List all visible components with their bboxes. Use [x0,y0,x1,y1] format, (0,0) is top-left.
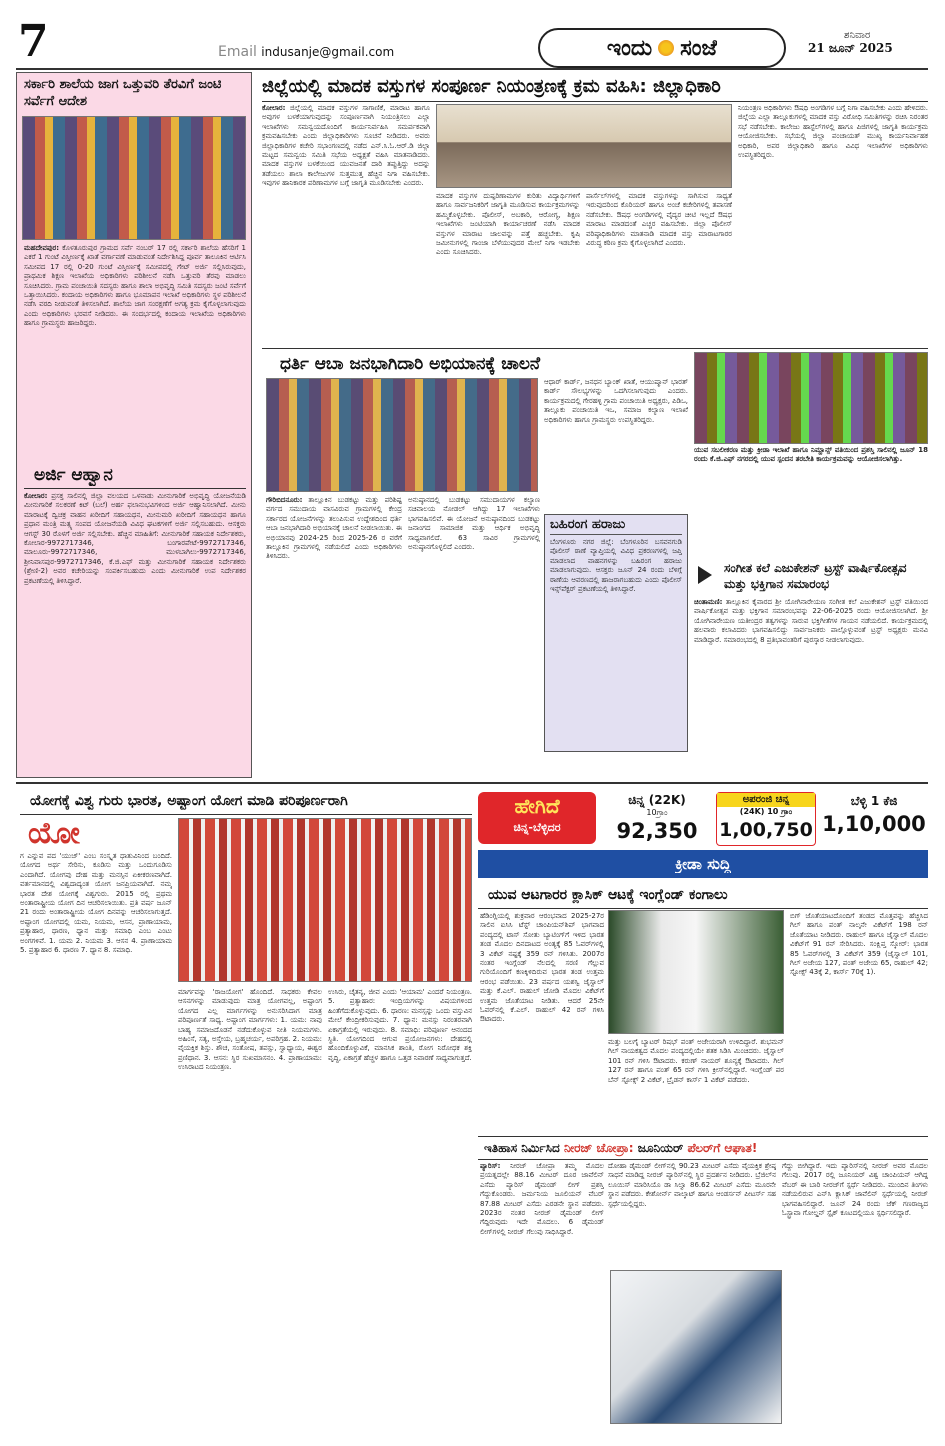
lead-dateline: ಕೋಲಾರ: [262,104,286,112]
sangeeta-headline: ಸಂಗೀತ ಕಲೆ ಎಜುಕೇಶನ್ ಟ್ರಸ್ಟ್ ವಾರ್ಷಿಕೋತ್ಸವ ಮತ್ತು ಭಕ್ತಿಗಾನ ಸಮಾರಂಭ [724,561,907,591]
arji-body [24,492,246,774]
logo-right-text: ಸಂಜೆ [680,35,718,61]
sports-story2-col-1 [480,1162,604,1424]
left-story-body [24,244,246,462]
logo-sun-icon [658,40,674,56]
sangeeta-arrow-icon [698,566,712,584]
silver-card [822,792,926,846]
lead-col-3: ಪಾರ್ಸೆಲ್‌ಗಳಲ್ಲಿ ಮಾದಕ ವಸ್ತುಗಳನ್ನು ಸಾಗಿಸುವ ಸಾಧ್ಯತೆ ಇರುವುದರಿಂದ ಕೊರಿಯರ್ ಹಾಗೂ ಅಂಚೆ ಕಚೇರಿಗಳಲ್ಲಿ ತಪಾಸಣೆ ನಡೆಸಬೇಕು. ಔಷಧ ಅಂಗಡಿಗಳಲ್ಲಿ ವೈದ್ಯರ ಚೀಟಿ ಇಲ್ಲದೆ ಔಷಧ ಮಾರಾಟ ಮಾಡದಂತೆ ಎಚ್ಚರ ವಹಿಸಬೇಕು. ಜಿಲ್ಲಾ ಪೊಲೀಸ್ ವರಿಷ್ಠಾಧಿಕಾರಿಗಳು ಮಾತನಾಡಿ ಮಾದಕ ವಸ್ತು ಮಾರಾಟಗಾರರ ವಿರುದ್ಧ ಕಠಿಣ ಕ್ರಮ ಕೈಗೊಳ್ಳಲಾಗಿದೆ ಎಂದರು. [586,192,732,248]
lead-col-4: ನಿಯಂತ್ರಣ ಅಧಿಕಾರಿಗಳು ಔಷಧಿ ಅಂಗಡಿಗಳ ಬಗ್ಗೆ ನಿಗಾ ವಹಿಸಬೇಕು ಎಂದು ಹೇಳಿದರು. ಜಿಲ್ಲೆಯ ಎಲ್ಲಾ ತಾಲ್ಲೂಕುಗಳಲ್ಲಿ ಮಾದಕ ವಸ್ತು ವಿರೋಧಿ ಸಮಿತಿಗಳನ್ನು ರಚಿಸಿ ನಿರಂತರ ಸಭೆ ನಡೆಸಬೇಕು. ಕಾಲೇಜು ಹಾಸ್ಟೆಲ್‌ಗಳಲ್ಲಿ ಹಾಗೂ ಪಿಜಿಗಳಲ್ಲಿ ಜಾಗೃತಿ ಕಾರ್ಯಕ್ರಮ ಆಯೋಜಿಸಬೇಕು. ಸಭೆಯಲ್ಲಿ ಜಿಲ್ಲಾ ಪಂಚಾಯತ್ ಮುಖ್ಯ ಕಾರ್ಯನಿರ್ವಾಹಕ ಅಧಿಕಾರಿ, ಅಪರ ಜಿಲ್ಲಾಧಿಕಾರಿ ಹಾಗೂ ವಿವಿಧ ಇಲಾಖೆಗಳ ಅಧಿಕಾರಿಗಳು ಉಪಸ್ಥಿತರಿದ್ದರು. [738,104,928,160]
yoga-col-1: ಗ ಎನ್ನುವ ಪದ 'ಯುಜ್' ಎಂಬ ಸಂಸ್ಕೃತ ಧಾತುವಿನಿಂದ ಬಂದಿದೆ. ಯೋಗದ ಅರ್ಥ ಸೇರಿಸು, ಕೂಡಿಸು ಮತ್ತು ಒಂದುಗೂಡಿಸು ಎಂದಾಗಿದೆ. ಯೋಗವು ದೇಹ ಮತ್ತು ಮನಸ್ಸಿನ ಏಕೀಕರಣವಾಗಿದೆ. ವರ್ತಮಾನದಲ್ಲಿ ವಿಶ್ವದಾದ್ಯಂತ ಯೋಗ ಜನಪ್ರಿಯವಾಗಿದೆ. ನಮ್ಮ ಭಾರತ ದೇಶ ಯೋಗಕ್ಕೆ ವಿಶ್ವಗುರು. 2015 ರಲ್ಲಿ ಪ್ರಥಮ ಅಂತಾರಾಷ್ಟ್ರೀಯ ಯೋಗ ದಿನ ಆಚರಿಸಲಾಯಿತು. ಪ್ರತಿ ವರ್ಷ ಜೂನ್ 21 ರಂದು ಅಂತಾರಾಷ್ಟ್ರೀಯ ಯೋಗ ದಿನವನ್ನು ಆಚರಿಸಲಾಗುತ್ತದೆ. ಅಷ್ಟಾಂಗ ಯೋಗದಲ್ಲಿ ಯಮ, ನಿಯಮ, ಆಸನ, ಪ್ರಾಣಾಯಾಮ, ಪ್ರತ್ಯಾಹಾರ, ಧಾರಣ, ಧ್ಯಾನ ಮತ್ತು ಸಮಾಧಿ ಎಂಬ ಎಂಟು ಅಂಗಗಳಿವೆ. 1. ಯಮ 2. ನಿಯಮ 3. ಆಸನ 4. ಪ್ರಾಣಾಯಾಮ 5. ಪ್ರತ್ಯಾಹಾರ 6. ಧಾರಣ 7. ಧ್ಯಾನ 8. ಸಮಾಧಿ. [20,852,172,955]
arji-headline: ಅರ್ಜಿ ಆಹ್ವಾನ [34,465,113,485]
story2-col-1-text: ನೀರಜ್ ಚೋಪ್ರಾ ತಮ್ಮ ಮೊದಲ ಪ್ರಯತ್ನದಲ್ಲೇ 88.16 ಮೀಟರ್ ದೂರ ಜಾವೆಲಿನ್ ಎಸೆದು ಪ್ಯಾರಿಸ್ ಡೈಮಂಡ್ ಲೀಗ್ ಪ್ರಶಸ್ತಿ ಗೆದ್ದುಕೊಂಡರು. ಜರ್ಮನಿಯ ಜೂಲಿಯನ್ ವೆಬರ್ 87.88 ಮೀಟರ್ ಎಸೆದು ಎರಡನೇ ಸ್ಥಾನ ಪಡೆದರು. 2023ರ ನಂತರ ನೀರಜ್ ಡೈಮಂಡ್ ಲೀಗ್ ಗೆದ್ದಿರುವುದು ಇದೇ ಮೊದಲು. 6 ಡೈಮಂಡ್ ಲೀಗ್‌ಗಳಲ್ಲಿ ನೀರಜ್ ಗೆಲುವು ಸಾಧಿಸಿದ್ದಾರೆ. [480,1162,604,1236]
arji-text: ಪ್ರಸಕ್ತ ಸಾಲಿನಲ್ಲಿ ಜಿಲ್ಲಾ ವಲಯದ ಒಳನಾಡು ಮೀನುಗಾರಿಕೆ ಅಭಿವೃದ್ಧಿ ಯೋಜನೆಯಡಿ ಮೀನುಗಾರಿಕೆ ಸಲಕರಣೆ ಕಿಟ್ (ಬಲೆ) ಅರ್ಹ ಫಲಾನುಭವಿಗಳಿಂದ ಅರ್ಜಿ ಆಹ್ವಾನಿಸಲಾಗಿದೆ. ಮೀನು ಮಾರಾಟಕ್ಕೆ ದ್ವಿಚಕ್ರ ವಾಹನ ಖರೀದಿಗೆ ಸಹಾಯಧನ, ಮೀನುಮರಿ ಖರೀದಿಗೆ ಸಹಾಯಧನ ಹಾಗೂ ಪ್ರಧಾನ ಮಂತ್ರಿ ಮತ್ಸ್ಯ ಸಂಪದ ಯೋಜನೆಯಡಿ ವಿವಿಧ ಘಟಕಗಳಿಗೆ ಅರ್ಜಿ ಸಲ್ಲಿಸಬಹುದು. ಆಸಕ್ತರು ಆಗಸ್ಟ್ 30 ರೊಳಗೆ ಅರ್ಜಿ ಸಲ್ಲಿಸಬೇಕು. ಹೆಚ್ಚಿನ ಮಾಹಿತಿಗೆ: ಮೀನುಗಾರಿಕೆ ಸಹಾಯಕ ನಿರ್ದೇಶಕರು, ಕೋಲಾರ-9972717346, ಬಂಗಾರಪೇಟೆ-9972717346, ಮಾಲೂರು-9972717346, ಮುಳಬಾಗಿಲು-9972717346, ಶ್ರೀನಿವಾಸಪುರ-9972717346, ಕೆ.ಜಿ.ಎಫ್ ಮತ್ತು ಮೀನುಗಾರಿಕೆ ಸಹಾಯಕ ನಿರ್ದೇಶಕರು (ಶ್ರೇಣಿ-2) ಅವರ ಕಚೇರಿಯನ್ನು ಸಂಪರ್ಕಿಸಬಹುದು ಎಂದು ಮೀನುಗಾರಿಕೆ ಉಪ ನಿರ್ದೇಶಕರ ಪ್ರಕಟಣೆಯಲ್ಲಿ ತಿಳಿಸಿದ್ದಾರೆ. [24,492,246,585]
sports-story1-col-1: ಹೆಡಿಂಗ್ಲಿಯಲ್ಲಿ ಶುಕ್ರವಾರ ಆರಂಭವಾದ 2025-27ರ ಸಾಲಿನ ಐಸಿಸಿ ಟೆಸ್ಟ್ ಚಾಂಪಿಯನ್‌ಶಿಪ್ ಭಾಗವಾದ ಪಂದ್ಯದಲ್ಲಿ ಟಾಸ್ ಸೋತು ಬ್ಯಾಟಿಂಗ್‌ಗೆ ಇಳಿದ ಭಾರತ ತಂಡ ಮೊದಲ ದಿನದಾಟದ ಅಂತ್ಯಕ್ಕೆ 85 ಓವರ್‌ಗಳಲ್ಲಿ 3 ವಿಕೆಟ್ ನಷ್ಟಕ್ಕೆ 359 ರನ್ ಗಳಿಸಿತು. 2007ರ ನಂತರ ಇಂಗ್ಲೆಂಡ್ ನೆಲದಲ್ಲಿ ಸರಣಿ ಗೆಲ್ಲುವ ಗುರಿಯೊಂದಿಗೆ ಕಣಕ್ಕಿಳಿದಿರುವ ಭಾರತ ತಂಡ ಉತ್ತಮ ಆರಂಭ ಪಡೆಯಿತು. 23 ವರ್ಷದ ಯಶಸ್ವಿ ಜೈಸ್ವಾಲ್ ಮತ್ತು ಕೆ.ಎಲ್. ರಾಹುಲ್ ಜೋಡಿ ಮೊದಲ ವಿಕೆಟ್‌ಗೆ ಉತ್ತಮ ಜೊತೆಯಾಟ ನೀಡಿತು. ಆದರೆ 25ನೇ ಓವರ್‌ನಲ್ಲಿ ಕೆ.ಎಲ್. ರಾಹುಲ್ 42 ರನ್ ಗಳಿಸಿ ಔಟಾದರು. [480,912,604,1024]
sports-story1-col-3: ಬಿಗ್ ಜೊತೆಯಾಟದೊಂದಿಗೆ ತಂಡದ ಮೊತ್ತವನ್ನು ಹೆಚ್ಚಿಸಿದ ಗಿಲ್ ಹಾಗೂ ಪಂತ್ ನಾಲ್ಕನೇ ವಿಕೆಟ್‌ಗೆ 198 ರನ್ ಜೊತೆಯಾಟ ನೀಡಿದರು. ರಾಹುಲ್ ಹಾಗೂ ಜೈಸ್ವಾಲ್ ಮೊದಲ ವಿಕೆಟ್‌ಗೆ 91 ರನ್ ಸೇರಿಸಿದರು. ಸಂಕ್ಷಿಪ್ತ ಸ್ಕೋರ್: ಭಾರತ 85 ಓವರ್‌ಗಳಲ್ಲಿ 3 ವಿಕೆಟ್‌ಗೆ 359 (ಜೈಸ್ವಾಲ್ 101, ಗಿಲ್ ಅಜೇಯ 127, ಪಂತ್ ಅಜೇಯ 65, ರಾಹುಲ್ 42; ಸ್ಟೋಕ್ಸ್ 43ಕ್ಕೆ 2, ಕಾರ್ಸ್ 70ಕ್ಕೆ 1). [790,912,928,977]
date-label: 21 ಜೂನ್ 2025 [808,41,893,55]
dharti-photo [266,378,538,492]
gold24-card [716,792,816,846]
masthead-logo [538,28,786,68]
story2-headline-b: ನೀರಜ್ ಚೋಪ್ರಾ: [563,1141,638,1155]
left-story-headline: ಸರ್ಕಾರಿ ಶಾಲೆಯ ಜಾಗ ಒತ್ತುವರಿ ತೆರವಿಗೆ ಜಂಟಿ ಸರ್ವೆಗೆ ಆದೇಶ [24,77,222,109]
gold24-price: 1,00,750 [719,819,813,841]
gold22-label: ಚಿನ್ನ (22K) [628,793,686,807]
story2-dateline: ಪ್ಯಾರಿಸ್: [480,1162,501,1170]
gold24-unit: (24K) 10 ಗ್ರಾಂ [739,807,793,816]
sangeeta-text: ತಾಲ್ಲೂಕಿನ ಕೈವಾರದ ಶ್ರೀ ಯೋಗಿನಾರೇಯಣ ಸಂಗೀತ ಕಲೆ ಎಜುಕೇಶನ್ ಟ್ರಸ್ಟ್ ವತಿಯಿಂದ ವಾರ್ಷಿಕೋತ್ಸವ ಮತ್ತು ಭಕ್ತಿಗಾನ ಸಮಾರಂಭವನ್ನು 22-06-2025 ರಂದು ಆಯೋಜಿಸಲಾಗಿದೆ. ಶ್ರೀ ಯೋಗಿನಾರೇಯಣ ಯತೀಂದ್ರರ ತತ್ವಗಳನ್ನು ಸಾರುವ ಭಕ್ತಿಗೀತೆಗಳ ಗಾಯನ ನಡೆಯಲಿದೆ. ಕಾರ್ಯಕ್ರಮದಲ್ಲಿ ಹಲವಾರು ಕಲಾವಿದರು ಭಾಗವಹಿಸಲಿದ್ದು ಸಾರ್ವಜನಿಕರು ಪಾಲ್ಗೊಳ್ಳುವಂತೆ ಟ್ರಸ್ಟ್ ಅಧ್ಯಕ್ಷರು ಮನವಿ ಮಾಡಿದ್ದಾರೆ. ಸಮಾರಂಭದಲ್ಲಿ 8 ಪ್ರತಿಭಾವಂತರಿಗೆ ಪುರಸ್ಕಾರ ನೀಡಲಾಗುವುದು. [694,598,928,644]
masthead-date-box [808,30,926,56]
yoga-rule [20,814,472,815]
javelin-photo [610,1270,782,1424]
dharti-col-1 [266,496,402,752]
dharti-dateline: ಗೌರಿಬಿದನೂರು: [266,496,303,504]
left-story-text: ಕೊಳತೂರುಪುರ ಗ್ರಾಮದ ಸರ್ವೆ ನಂಬರ್ 17 ರಲ್ಲಿ ಸರ್ಕಾರಿ ಶಾಲೆಯ ಹೆಸರಿಗೆ 1 ಎಕರೆ 1 ಗುಂಟೆ ವಿಸ್ತೀರ್ಣಕ್ಕೆ ಖಾತೆ ವರ್ಗಾವಣೆ ಮಾಡುವಂತೆ ನಿರ್ದೇಶಿಸಿದ್ದ ಪೂರ್ವ ತಾಲೂಕಿನ ಆರ್ಟಿಸಿ ಸಮೀಪದ 17 ರಲ್ಲಿ 0-20 ಗುಂಟೆ ವಿಸ್ತೀರ್ಣಕ್ಕೆ ಸಮೀಪದಲ್ಲಿ ಗೇಟ್ ಅರ್ಜಿ ಸಲ್ಲಿಸಿರುವುದು, ಪ್ರಾಥಮಿಕ ಶಿಕ್ಷಣ ಇಲಾಖೆಯ ಅಧಿಕಾರಿಗಳು ಪರಿಶೀಲನೆ ನಡೆಸಿ ಒತ್ತುವರಿ ತೆರವು ಮಾಡಲು ಸೂಚಿಸಿದರು. ಗ್ರಾಮ ಪಂಚಾಯಿತಿ ಸದಸ್ಯರು ಹಾಗೂ ಶಾಲಾ ಅಭಿವೃದ್ಧಿ ಸಮಿತಿ ಸದಸ್ಯರು ಜಂಟಿ ಸರ್ವೆಗೆ ಒತ್ತಾಯಿಸಿದರು. ಕಂದಾಯ ಅಧಿಕಾರಿಗಳು ಹಾಗೂ ಭೂಮಾಪನ ಇಲಾಖೆ ಅಧಿಕಾರಿಗಳು ಸ್ಥಳ ಪರಿಶೀಲನೆ ನಡೆಸಿ ವರದಿ ನೀಡುವಂತೆ ತಿಳಿಸಲಾಗಿದೆ. ಶಾಲೆಯ ಜಾಗ ಸಂರಕ್ಷಣೆಗೆ ಅಗತ್ಯ ಕ್ರಮ ಕೈಗೊಳ್ಳಲಾಗುವುದು ಎಂದು ಅಧಿಕಾರಿಗಳು ಭರವಸೆ ನೀಡಿದರು. ಈ ಸಂದರ್ಭದಲ್ಲಿ ಕಂದಾಯ ಇಲಾಖೆಯ ಅಧಿಕಾರಿಗಳು ಹಾಗೂ ಗ್ರಾಮಸ್ಥರು ಹಾಜರಿದ್ದರು. [24,244,246,328]
yoga-drop-cap: ಯೋ [28,818,80,850]
masthead-rule [16,68,928,70]
yoga-col-2: ಮಾರ್ಗವನ್ನು 'ರಾಜಯೋಗ' ಹೊಂದಿದೆ. ಸಾಧಕರು ಕೇವಲ ಆಸನಗಳನ್ನು ಮಾಡುವುದು ಮಾತ್ರ ಯೋಗವಲ್ಲ, ಅಷ್ಟಾಂಗ ಯೋಗದ ಎಲ್ಲ ಮಾರ್ಗಗಳನ್ನು ಅನುಸರಿಸಿದಾಗ ಮಾತ್ರ ಪರಿಪೂರ್ಣತೆ ಸಾಧ್ಯ. ಅಷ್ಟಾಂಗ ಮಾರ್ಗಗಳು: 1. ಯಮ: ನಾವು ಬಾಹ್ಯ ಸಮಾಜದೊಡನೆ ನಡೆದುಕೊಳ್ಳುವ ನೀತಿ ನಿಯಮಗಳು. ಅಹಿಂಸೆ, ಸತ್ಯ, ಅಸ್ತೇಯ, ಬ್ರಹ್ಮಚರ್ಯ, ಅಪರಿಗ್ರಹ. 2. ನಿಯಮ: ವೈಯಕ್ತಿಕ ಶಿಸ್ತು. ಶೌಚ, ಸಂತೋಷ, ತಪಸ್ಸು, ಸ್ವಾಧ್ಯಾಯ, ಈಶ್ವರ ಪ್ರಣಿಧಾನ. 3. ಆಸನ: ಸ್ಥಿರ ಸುಖಮಾಸನಂ. 4. ಪ್ರಾಣಾಯಾಮ: ಉಸಿರಾಟದ ನಿಯಂತ್ರಣ. [178,988,322,1072]
day-label: ಶನಿವಾರ [844,30,871,41]
bahiranga-body: ಬೆಂಗಳೂರು ನಗರ ಜಿಲ್ಲೆ: ಬೆಂಗಳೂರಿನ ಬಸವನಗುಡಿ ಪೊಲೀಸ್ ಠಾಣೆ ವ್ಯಾಪ್ತಿಯಲ್ಲಿ ವಿವಿಧ ಪ್ರಕರಣಗಳಲ್ಲಿ ಜಪ್ತಿ ಮಾಡಲಾದ ವಾಹನಗಳನ್ನು ಬಹಿರಂಗ ಹರಾಜು ಮಾಡಲಾಗುವುದು. ಆಸಕ್ತರು ಜೂನ್ 24 ರಂದು ಬೆಳಿಗ್ಗೆ ಠಾಣೆಯ ಆವರಣದಲ್ಲಿ ಹಾಜರಾಗಬಹುದು ಎಂದು ಪೊಲೀಸ್ ಇನ್ಸ್‌ಪೆಕ್ಟರ್ ಪ್ರಕಟಣೆಯಲ್ಲಿ ತಿಳಿಸಿದ್ದಾರೆ. [550,538,682,594]
sangeeta-body [694,598,928,752]
sports-story2-col-3: ಗೆದ್ದು ಬೀಗಿದ್ದಾರೆ. ಇದು ಪ್ಯಾರಿಸ್‌ನಲ್ಲಿ ನೀರಜ್ ಅವರ ಮೊದಲ ಗೆಲುವು. 2017 ರಲ್ಲಿ ಜೂನಿಯರ್ ವಿಶ್ವ ಚಾಂಪಿಯನ್ ಆಗಿದ್ದ ವೆಬರ್ ಈ ಬಾರಿ ನೀರಜ್‌ಗೆ ಸ್ಪರ್ಧೆ ನೀಡಿದರು. ಮುಂದಿನ ತಿಂಗಳು ನಡೆಯಲಿರುವ ಎನ್‌ಸಿ ಕ್ಲಾಸಿಕ್ ಜಾವೆಲಿನ್ ಸ್ಪರ್ಧೆಯಲ್ಲಿ ನೀರಜ್ ಭಾಗವಹಿಸಲಿದ್ದಾರೆ. ಜೂನ್ 24 ರಂದು ಜೆಕ್ ಗಣರಾಜ್ಯದ ಓಸ್ಟ್ರಾವಾ ಗೋಲ್ಡನ್ ಸ್ಪೈಕ್ ಕೂಟದಲ್ಲಿಯೂ ಸ್ಪರ್ಧಿಸಲಿದ್ದಾರೆ. [782,1162,928,1218]
lead-col-2: ಮಾದಕ ವಸ್ತುಗಳ ದುಷ್ಪರಿಣಾಮಗಳ ಕುರಿತು ವಿದ್ಯಾರ್ಥಿಗಳಿಗೆ ಹಾಗೂ ಸಾರ್ವಜನಿಕರಿಗೆ ಜಾಗೃತಿ ಮೂಡಿಸುವ ಕಾರ್ಯಕ್ರಮಗಳನ್ನು ಹಮ್ಮಿಕೊಳ್ಳಬೇಕು. ಪೊಲೀಸ್, ಅಬಕಾರಿ, ಆರೋಗ್ಯ, ಶಿಕ್ಷಣ ಇಲಾಖೆಗಳು ಜಂಟಿಯಾಗಿ ಕಾರ್ಯಾಚರಣೆ ನಡೆಸಿ ಮಾದಕ ವಸ್ತುಗಳ ಮಾರಾಟ ಜಾಲವನ್ನು ಪತ್ತೆ ಹಚ್ಚಬೇಕು. ಕೃಷಿ ಜಮೀನುಗಳಲ್ಲಿ ಗಾಂಜಾ ಬೆಳೆಯುವುದರ ಮೇಲೆ ನಿಗಾ ಇಡಬೇಕು ಎಂದು ಸೂಚಿಸಿದರು. [436,192,580,257]
story2-headline-c: ಜೂನಿಯರ್ [637,1141,688,1155]
sports-story2-headline [484,1138,928,1158]
lead-rule [262,101,928,102]
sports-story2-col-2: ದೋಹಾ ಡೈಮಂಡ್ ಲೀಗ್‌ನಲ್ಲಿ 90.23 ಮೀಟರ್ ಎಸೆದು ವೈಯಕ್ತಿಕ ಶ್ರೇಷ್ಠ ಸಾಧನೆ ಮಾಡಿದ್ದ ನೀರಜ್ ಪ್ಯಾರಿಸ್‌ನಲ್ಲಿ ಸ್ಥಿರ ಪ್ರದರ್ಶನ ನೀಡಿದರು. ಬ್ರೆಜಿಲ್‌ನ ಲೂಯಿಸ್ ಮಾರಿಸಿಯೊ ಡಾ ಸಿಲ್ವಾ 86.62 ಮೀಟರ್ ಎಸೆದು ಮೂರನೇ ಸ್ಥಾನ ಪಡೆದರು. ಕೇಶೋರ್ನ್ ವಾಲ್ಕಾಟ್ ಹಾಗೂ ಆಂಡರ್ಸನ್ ಪೀಟರ್ಸ್ ಸಹ ಸ್ಪರ್ಧೆಯಲ್ಲಿದ್ದರು. [608,1162,776,1208]
sports-story1-headline: ಯುವ ಆಟಗಾರರ ಕ್ಲಾಸಿಕ್ ಆಟಕ್ಕೆ ಇಂಗ್ಲೆಂಡ್ ಕಂಗಾಲು [488,887,728,903]
lead-photo [436,104,732,188]
dharti-top-rule [262,348,928,349]
sports-band [478,850,928,878]
logo-left-text: ಇಂದು [606,35,653,61]
silver-label: ಬೆಳ್ಳಿ 1 ಕೆಜಿ [850,794,898,808]
story2-headline-a: ಇತಿಹಾಸ ನಿರ್ಮಿಸಿದ [484,1141,564,1155]
email-address: indusanje@gmail.com [261,45,395,59]
arji-rule [24,488,246,489]
page-number: 7 [18,18,49,66]
gold22-card [602,792,712,846]
left-story-photo [22,116,246,240]
gold24-label: ಅಪರಂಜಿ ಚಿನ್ನ [717,793,815,807]
email-label: Email [218,44,257,60]
dharti-col-1-text: ತಾಲ್ಲೂಕಿನ ಬುಡಕಟ್ಟು ಮತ್ತು ಪರಿಶಿಷ್ಟ ವರ್ಗದ ಸಮುದಾಯ ವಾಸವಿರುವ ಗ್ರಾಮಗಳಲ್ಲಿ ಕೇಂದ್ರ ಸರ್ಕಾರದ ಯೋಜನೆಗಳನ್ನು ತಲುಪಿಸುವ ಉದ್ದೇಶದಿಂದ ಧರ್ತಿ ಆಬಾ ಜನಭಾಗಿದಾರಿ ಅಭಿಯಾನಕ್ಕೆ ಚಾಲನೆ ನೀಡಲಾಯಿತು. ಈ ಅಭಿಯಾನವು 2024-25 ರಿಂದ 2025-26 ರ ವರೆಗೆ ತಾಲ್ಲೂಕಿನ ಗ್ರಾಮಗಳಲ್ಲಿ ನಡೆಯಲಿದೆ ಎಂದು ಅಧಿಕಾರಿಗಳು ತಿಳಿಸಿದರು. [266,496,402,561]
left-story-dateline: ಮಹದೇವಪುರ: [24,244,60,252]
caption-photo [694,352,928,444]
photo-caption: ಯುವ ಸಬಲೀಕರಣ ಮತ್ತು ಕ್ರೀಡಾ ಇಲಾಖೆ ಹಾಗೂ ನಿಮ್ಹಾನ್ಸ್ ವತಿಯಿಂದ ಪ್ರಶಸ್ತಿ ಸಾಲಿನಲ್ಲಿ ಜೂನ್ 18 ರಂದು ಕೆ.ಜಿ.ಎಫ್ ನಗರದಲ್ಲಿ ಯುವ ಸ್ಪಂದನ ತರಬೇತಿ ಕಾರ್ಯಕ್ರಮವನ್ನು ಆಯೋಜಿಸಲಾಗಿತ್ತು. [694,446,928,464]
bahiranga-headline: ಬಹಿರಂಗ ಹರಾಜು [550,516,682,535]
gold22-unit: 10ಗ್ರಾಂ [646,808,668,817]
lead-col-1-text: ಜಿಲ್ಲೆಯಲ್ಲಿ ಮಾದಕ ವಸ್ತುಗಳ ಸಾಗಾಣಿಕೆ, ಮಾರಾಟ ಹಾಗೂ ಅವುಗಳ ಬಳಕೆಯಾಗುವುದನ್ನು ಸಂಪೂರ್ಣವಾಗಿ ನಿಯಂತ್ರಿಸಲು ಎಲ್ಲಾ ಇಲಾಖೆಗಳು ಸಮನ್ವಯದೊಂದಿಗೆ ಕಾರ್ಯನಿರ್ವಹಿಸಿ ಸಮರ್ಪಕವಾಗಿ ಕ್ರಮವಹಿಸಬೇಕು ಎಂದು ಜಿಲ್ಲಾಧಿಕಾರಿಗಳು ಸೂಚನೆ ನೀಡಿದರು. ಅವರು ಜಿಲ್ಲಾಧಿಕಾರಿಗಳ ಕಚೇರಿ ಸಭಾಂಗಣದಲ್ಲಿ ನಡೆದ ಎನ್.ಸಿ.ಓ.ಆರ್.ಡಿ ಜಿಲ್ಲಾ ಮಟ್ಟದ ಸಮನ್ವಯ ಸಮಿತಿ ಸಭೆಯ ಅಧ್ಯಕ್ಷತೆ ವಹಿಸಿ ಮಾತನಾಡಿದರು. ಮಾದಕ ವಸ್ತುಗಳ ಬಳಕೆಯಿಂದ ಯುವಜನತೆ ದಾರಿ ತಪ್ಪುತ್ತಿದ್ದು ಅದನ್ನು ತಡೆಯಲು ಶಾಲಾ ಕಾಲೇಜುಗಳ ಸುತ್ತಮುತ್ತ ಹೆಚ್ಚಿನ ನಿಗಾ ವಹಿಸಬೇಕು. ಇವುಗಳ ಹಾನಿಕಾರಕ ಪರಿಣಾಮಗಳ ಬಗ್ಗೆ ಜಾಗೃತಿ ಮೂಡಿಸಬೇಕು ಎಂದರು. [262,104,430,188]
yoga-headline: ಯೋಗಕ್ಕೆ ವಿಶ್ವ ಗುರು ಭಾರತ, ಅಷ್ಟಾಂಗ ಯೋಗ ಮಾಡಿ ಪರಿಪೂರ್ಣರಾಗಿ [30,793,348,809]
email-line [218,44,394,60]
sports-story2-rule [478,1159,928,1160]
dharti-col-2: ಅನುಷ್ಠಾನದಲ್ಲಿ ಬುಡಕಟ್ಟು ಸಮುದಾಯಗಳ ಕಲ್ಯಾಣ ಸಚಿವಾಲಯ ನೋಡಲ್ ಆಗಿದ್ದು 17 ಇಲಾಖೆಗಳು ಭಾಗವಹಿಸಲಿವೆ. ಈ ಯೋಜನೆ ಅನುಷ್ಠಾನದಿಂದ ಬುಡಕಟ್ಟು ಜನಾಂಗದ ಸಾಮಾಜಿಕ ಮತ್ತು ಆರ್ಥಿಕ ಅಭಿವೃದ್ಧಿ ಸಾಧ್ಯವಾಗಲಿದೆ. 63 ಸಾವಿರ ಗ್ರಾಮಗಳಲ್ಲಿ ಅನುಷ್ಠಾನಗೊಳ್ಳಲಿದೆ ಎಂದರು. [408,496,540,552]
dharti-headline: ಧರ್ತಿ ಆಬಾ ಜನಭಾಗಿದಾರಿ ಅಭಿಯಾನಕ್ಕೆ ಚಾಲನೆ [280,354,541,374]
yoga-col-3: ಉಸಿರು, ಚೈತನ್ಯ, ಜೀವ ಎಂದು 'ಆಯಾಮ' ಎಂದರೆ ನಿಯಂತ್ರಣ. 5. ಪ್ರತ್ಯಾಹಾರ: ಇಂದ್ರಿಯಗಳನ್ನು ವಿಷಯಗಳಿಂದ ಹಿಂತೆಗೆದುಕೊಳ್ಳುವುದು. 6. ಧಾರಣ: ಮನಸ್ಸನ್ನು ಒಂದು ವಸ್ತುವಿನ ಮೇಲೆ ಕೇಂದ್ರೀಕರಿಸುವುದು. 7. ಧ್ಯಾನ: ಮನಸ್ಸು ನಿರಂತರವಾಗಿ ಏಕಾಗ್ರತೆಯಲ್ಲಿ ಇರುವುದು. 8. ಸಮಾಧಿ: ಪರಿಪೂರ್ಣ ಆನಂದದ ಸ್ಥಿತಿ. ಯೋಗದಿಂದ ಆಗುವ ಪ್ರಯೋಜನಗಳು: ದೇಹದಲ್ಲಿ ಹೊಂದಿಕೊಳ್ಳುವಿಕೆ, ಮಾನಸಿಕ ಶಾಂತಿ, ರೋಗ ನಿರೋಧಕ ಶಕ್ತಿ ವೃದ್ಧಿ, ಏಕಾಗ್ರತೆ ಹೆಚ್ಚಳ ಹಾಗೂ ಒತ್ತಡ ನಿವಾರಣೆ ಸಾಧ್ಯವಾಗುತ್ತದೆ. [328,988,472,1062]
sports-story2-top-rule [478,1136,928,1137]
arji-dateline: ಕೋಲಾರ: [24,492,48,500]
silver-price: 1,10,000 [822,812,926,836]
sports-story1-rule [478,908,928,909]
lead-headline: ಜಿಲ್ಲೆಯಲ್ಲಿ ಮಾದಕ ವಸ್ತುಗಳ ಸಂಪೂರ್ಣ ನಿಯಂತ್ರಣಕ್ಕೆ ಕ್ರಮ ವಹಿಸಿ: ಜಿಲ್ಲಾಧಿಕಾರಿ [262,76,721,97]
story2-headline-d: ಪೆಲರ್‌ಗೆ ಆಘಾತ! [687,1141,758,1155]
gold-heading-top: ಹೇಗಿದೆ [514,794,560,818]
cricket-photo [608,910,784,1034]
sangeeta-dateline: ಚಿಂತಾಮಣಿ: [694,598,723,606]
gold-heading-bottom: ಚಿನ್ನ-ಬೆಳ್ಳಿದರ [513,821,561,834]
dharti-side-col: ಆಧಾರ್ ಕಾರ್ಡ್, ಜನಧನ ಬ್ಯಾಂಕ್ ಖಾತೆ, ಆಯುಷ್ಮಾನ್ ಭಾರತ್ ಕಾರ್ಡ್ ಸೌಲಭ್ಯಗಳನ್ನು ಒದಗಿಸಲಾಗುವುದು ಎಂದರು. ಕಾರ್ಯಕ್ರಮದಲ್ಲಿ ಗೇರಹಳ್ಳಿ ಗ್ರಾಮ ಪಂಚಾಯಿತಿ ಅಧ್ಯಕ್ಷರು, ಪಿಡಿಒ, ತಾಲ್ಲೂಕು ಪಂಚಾಯಿತಿ ಇಒ, ಸಮಾಜ ಕಲ್ಯಾಣ ಇಲಾಖೆ ಅಧಿಕಾರಿಗಳು ಹಾಗೂ ಗ್ರಾಮಸ್ಥರು ಉಪಸ್ಥಿತರಿದ್ದರು. [544,378,688,424]
yoga-photo [178,818,472,982]
gold22-price: 92,350 [616,819,698,843]
lead-col-1 [262,104,430,346]
gold-rate-heading [478,792,596,844]
sports-story1-col-2: ಮತ್ತು ಬಲಗೈ ಬ್ಯಾಟರ್ ರಿಷಭ್ ಪಂತ್ ಅಜೇಯರಾಗಿ ಉಳಿದಿದ್ದಾರೆ. ಶುಭಮನ್ ಗಿಲ್ ನಾಯಕತ್ವದ ಮೊದಲ ಪಂದ್ಯದಲ್ಲಿಯೇ ಶತಕ ಸಿಡಿಸಿ ಮಿಂಚಿದರು. ಜೈಸ್ವಾಲ್ 101 ರನ್ ಗಳಿಸಿ ಔಟಾದರು. ಕರುಣ್ ನಾಯರ್ ಶೂನ್ಯಕ್ಕೆ ಔಟಾದರು. ಗಿಲ್ 127 ರನ್ ಹಾಗೂ ಪಂತ್ 65 ರನ್ ಗಳಿಸಿ ಕ್ರೀಸ್‌ನಲ್ಲಿದ್ದಾರೆ. ಇಂಗ್ಲೆಂಡ್ ಪರ ಬೆನ್ ಸ್ಟೋಕ್ಸ್ 2 ವಿಕೆಟ್, ಬ್ರೈಡನ್ ಕಾರ್ಸ್ 1 ವಿಕೆಟ್ ಪಡೆದರು. [608,1038,784,1084]
mid-rule [16,782,928,784]
sports-band-title: ಕ್ರೀಡಾ ಸುದ್ದಿ [675,855,731,873]
